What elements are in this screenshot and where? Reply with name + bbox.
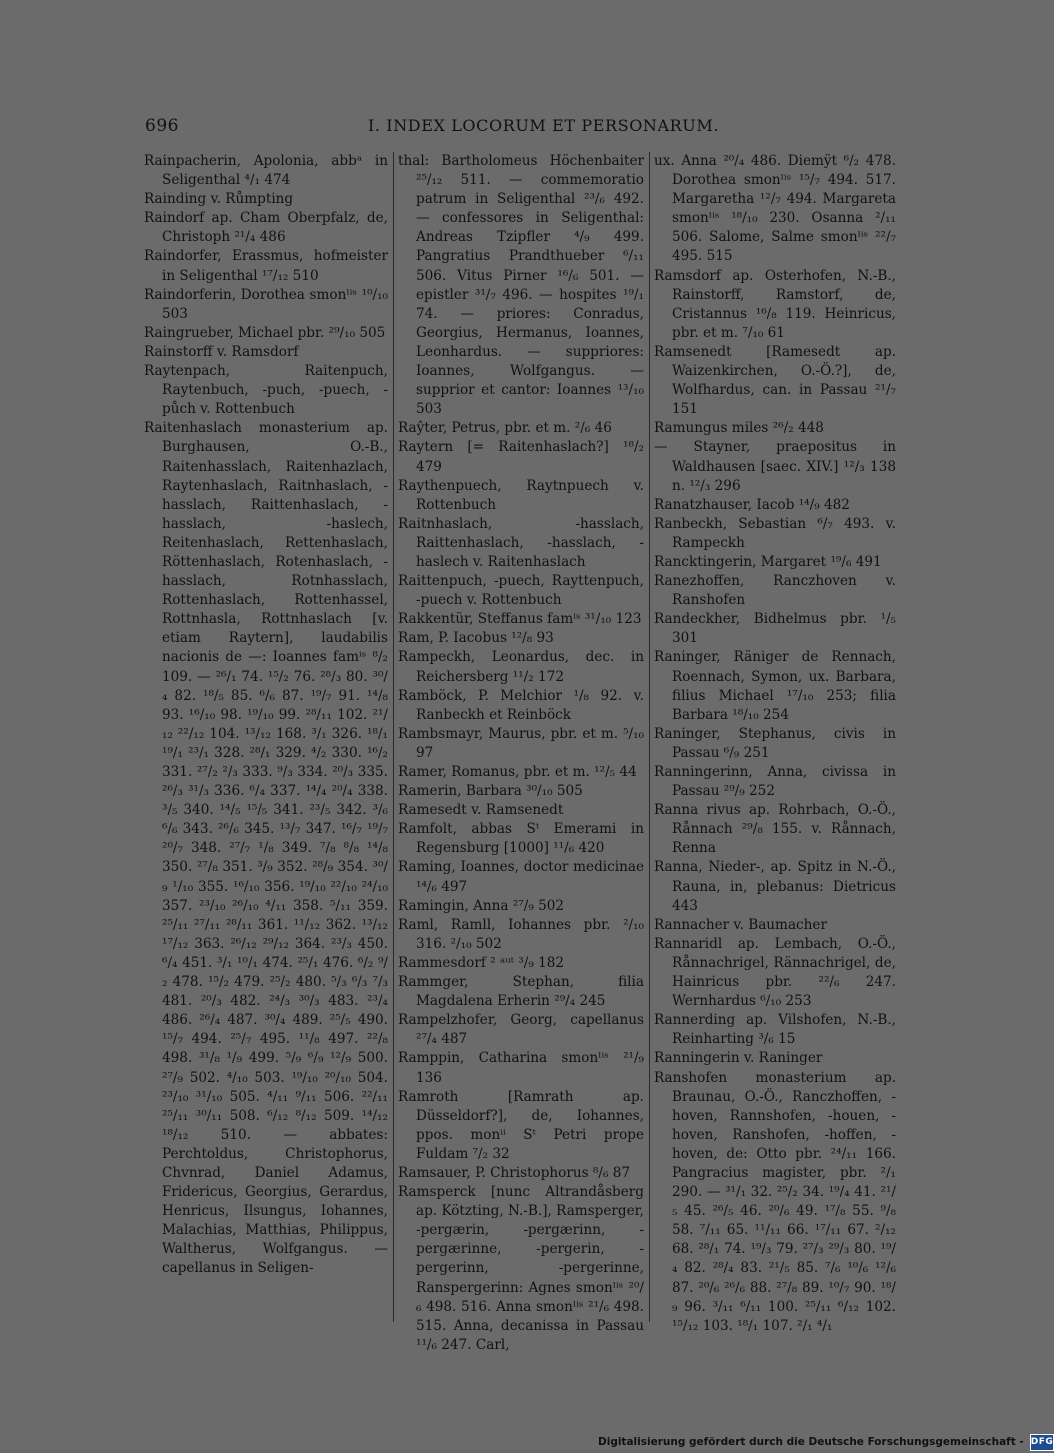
index-entry: Rammger, Stephan, filia Magdalena Erherin ²⁹/₄ 245 (398, 974, 644, 1010)
index-entry: Rammesdorf ² ᵃᵘᵗ ³/₉ 182 (398, 954, 565, 971)
index-column-3 (654, 152, 896, 1336)
index-entry: Rakkentür, Steffanus famⁱˢ ³¹/₁₀ 123 (398, 611, 642, 628)
index-entry: Raythenpuech, Raytnpuech v. Rottenbuch (398, 477, 644, 513)
index-entry: Raml, Ramll, Iohannes pbr. ²/₁₀ 316. ²/₁₀ 502 (398, 916, 644, 952)
index-entry: Ramfolt, abbas Sᵗ Emerami in Regensburg [1000] ¹¹/₆ 420 (398, 821, 644, 857)
index-entry: Ramsperck [nunc Altrandåsberg ap. Kötzting, N.-B.], Ramsperger, -pergærin, -pergærinn, -pergærinne, -pergerin, -pergerinn, -pergerinne, Ranspergerinn: Agnes smonˡⁱˢ ²⁰/₆ 498. 516. Anna smonˡⁱˢ ²¹/₆ 498. 515. Anna, decanissa in Passau ¹¹/₆ 247. Carl, (398, 1184, 644, 1353)
index-entry: Ramingin, Anna ²⁷/₉ 502 (398, 897, 565, 914)
index-entry: — Stayner, praepositus in Waldhausen [saec. XIV.] ¹²/₃ 138 n. ¹²/₃ 296 (654, 439, 896, 494)
index-entry: Ramsdorf ap. Osterhofen, N.-B., Rainstorff, Ramstorf, de, Cristannus ¹⁶/₈ 119. Heinricus, pbr. et m. ⁷/₁₀ 61 (654, 267, 896, 341)
index-entry: Ramroth [Ramrath ap. Düsseldorf?], de, Iohannes, ppos. monⁱⁱ Sᵗ Petri prope Fuldam ⁷/₂ 32 (398, 1088, 644, 1162)
index-entry: Rannaridl ap. Lembach, O.-Ö., Rånnachrigel, Rännachrigel, de, Hainricus pbr. ²²/₆ 247. Wernhardus ⁶/₁₀ 253 (654, 935, 896, 1010)
index-entry: Rainstorff v. Ramsdorf (144, 343, 299, 360)
index-entry: Ranningerin v. Raninger (654, 1050, 823, 1067)
index-entry: Rainding v. Růmpting (144, 191, 294, 208)
index-column-1 (144, 152, 388, 1279)
index-entry: Ramer, Romanus, pbr. et m. ¹²/₅ 44 (398, 764, 637, 780)
index-entry: Ramsauer, P. Christophorus ⁸/₆ 87 (398, 1164, 631, 1181)
index-entry: Raytern [= Raitenhaslach?] ¹⁸/₂ 479 (398, 439, 644, 475)
index-entry: thal: Bartholomeus Höchenbaiter ²⁵/₁₂ 511. — commemoratio patrum in Seligenthal ²³/₆ 492. — confessores in Seligenthal: Andreas Tzipfler ⁴/₉ 499. Pangratius Prandthueber ⁶/₁₁ 506. Vitus Pirner ¹⁶/₆ 501. — epistler ³¹/₇ 496. — hospites ¹⁹/₁ 74. — priores: Conradus, Georgius, Hermanus, Ioannes, Leonhardus. — suppriores: Ioannes, Wolfgangus. — supprior et cantor: Ioannes ¹³/₁₀ 503 (398, 153, 644, 418)
index-entry: Ranatzhauser, Iacob ¹⁴/₉ 482 (654, 496, 850, 513)
index-entry: Ranbeckh, Sebastian ⁶/₇ 493. v. Rampeckh (654, 515, 896, 551)
footer-credit (598, 1432, 1054, 1452)
page-number: 696 (145, 116, 179, 136)
index-entry: Ramungus miles ²⁶/₂ 448 (654, 420, 824, 437)
index-entry: Raittenpuch, -puech, Rayttenpuch, -puech v. Rottenbuch (398, 573, 644, 609)
index-entry: Ramböck, P. Melchior ¹/₈ 92. v. Ranbeckh et Reinböck (398, 687, 644, 723)
index-entry: Raindorf ap. Cham Oberpfalz, de, Christoph ²¹/₄ 486 (144, 210, 388, 246)
index-entry: ux. Anna ²⁰/₄ 486. Diemÿt ⁶/₂ 478. Dorothea smonˡⁱˢ ¹⁵/₇ 494. 517. Margaretha ¹²/₇ 494. Margareta smonˡⁱˢ ¹⁸/₁₀ 230. Osanna ²/₁₁ 506. Salome, Salme smonˡⁱˢ ²²/₇ 495. 515 (654, 153, 896, 265)
index-entry: Rampelzhofer, Georg, capellanus ²⁷/₄ 487 (398, 1012, 644, 1048)
index-entry: Ramsenedt [Ramesedt ap. Waizenkirchen, O.-Ö.?], de, Wolfhardus, can. in Passau ²¹/₇ 151 (654, 343, 896, 418)
index-entry: Ranna, Nieder-, ap. Spitz in N.-Ö., Rauna, in, plebanus: Dietricus 443 (654, 859, 896, 914)
index-entry: Ram, P. Iacobus ¹²/₈ 93 (398, 630, 554, 647)
footer-text: Digitalisierung gefördert durch die Deutsche Forschungsgemeinschaft - (598, 1436, 1024, 1448)
index-entry: Ranningerinn, Anna, civissa in Passau ²⁹/₉ 252 (654, 764, 896, 800)
running-title: I. INDEX LOCORUM ET PERSONARUM. (368, 116, 720, 135)
index-entry: Rannerding ap. Vilshofen, N.-B., Reinharting ³/₆ 15 (654, 1012, 896, 1048)
index-entry: Raming, Ioannes, doctor medicinae ¹⁴/₆ 497 (398, 859, 644, 895)
index-entry: Rancktingerin, Margaret ¹⁹/₆ 491 (654, 553, 882, 570)
index-entry: Raitenhaslach monasterium ap. Burghausen, O.-B., Raitenhasslach, Raitenhazlach, Raytenhaslach, Raitnhaslach, -hasslach, Raittenhaslach, -hasslach, -haslech, Reitenhaslach, Rettenhaslach, Röttenhaslach, Rotenhaslach, -hasslach, Rotnhasslach, Rottenhaslach, Rottenhassel, Rottnhasla, Rottnhaslach [v. etiam Raytern], laudabilis nacionis de —: Ioannes famⁱˢ ⁸/₂ 109. — ²⁶/₁ 74. ¹⁵/₂ 76. ²⁸/₃ 80. ³⁰/₄ 82. ¹⁸/₅ 85. ⁶/₆ 87. ¹⁹/₇ 91. ¹⁴/₈ 93. ¹⁶/₁₀ 98. ¹⁹/₁₀ 99. ²⁸/₁₁ 102. ²¹/₁₂ ²²/₁₂ 104. ¹³/₁₂ 168. ³/₁ 326. ¹⁸/₁ ¹⁹/₁ ²³/₁ 328. ²⁸/₁ 329. ⁴/₂ 330. ¹⁶/₂ 331. ²⁷/₂ ²/₃ 333. ⁹/₃ 334. ²⁰/₃ 335. ²⁶/₃ ³¹/₃ 336. ⁶/₄ 337. ¹⁴/₄ ²⁰/₄ 338. ³/₅ 340. ¹⁴/₅ ¹⁵/₅ 341. ²³/₅ 342. ³/₆ ⁶/₆ 343. ²⁶/₆ 345. ¹³/₇ 347. ¹⁶/₇ ¹⁹/₇ ²⁰/₇ 348. ²⁷/₇ ¹/₈ 349. ⁷/₈ ⁸/₈ ¹⁴/₈ 350. ²⁷/₈ 351. ³/₉ 352. ²⁸/₉ 354. ³⁰/₉ ¹/₁₀ 355. ¹⁶/₁₀ 356. ¹⁹/₁₀ ²²/₁₀ ²⁴/₁₀ 357. ²³/₁₀ ²⁶/₁₀ ⁴/₁₁ 358. ⁵/₁₁ 359. ²⁵/₁₁ ²⁷/₁₁ ²⁸/₁₁ 361. ¹¹/₁₂ 362. ¹³/₁₂ ¹⁷/₁₂ 363. ²⁶/₁₂ ²⁹/₁₂ 364. ²³/₃ 450. ⁶/₄ 451. ³/₁ ¹⁰/₁ 474. ²⁵/₁ 476. ⁶/₂ ⁹/₂ 478. ¹⁵/₂ 479. ²⁵/₂ 480. ⁵/₃ ⁶/₃ ⁷/₃ 481. ²⁰/₃ 482. ²⁴/₃ ³⁰/₃ 483. ²³/₄ 486. ²⁶/₄ 487. ³⁰/₄ 489. ²⁵/₅ 490. ¹⁵/₇ 494. ²⁵/₇ 495. ¹¹/₈ 497. ²²/₈ 498. ³¹/₈ ¹/₉ 499. ⁵/₉ ⁶/₉ ¹²/₉ 500. ²⁷/₉ 502. ⁴/₁₀ 503. ¹⁹/₁₀ ²⁰/₁₀ 504. ²³/₁₀ ³¹/₁₀ 505. ⁴/₁₁ ⁹/₁₁ 506. ²²/₁₁ ²⁵/₁₁ ³⁰/₁₁ 508. ⁶/₁₂ ⁸/₁₂ 509. ¹⁴/₁₂ ¹⁸/₁₂ 510. — abbates: Perchtoldus, Christophorus, Chvnrad, Daniel Adamus, Fridericus, Georgius, Gerardus, Henricus, Ilsungus, Iohannes, Malachias, Matthias, Philippus, Waltherus, Wolfgangus. — capellanus in Seligen- (144, 420, 388, 1277)
index-entry: Rainpacherin, Apolonia, abbᵃ in Seligenthal ⁴/₁ 474 (144, 153, 388, 189)
index-entry: Rannacher v. Baumacher (654, 916, 827, 933)
index-entry: Ramerin, Barbara ³⁰/₁₀ 505 (398, 783, 583, 800)
index-entry: Ranshofen monasterium ap. Braunau, O.-Ö., Ranczhoffen, -hoven, Rannshofen, -houen, -hoven, Ranshofen, -hoffen, -hoven, de: Otto pbr. ²⁴/₁₁ 166. Pangracius magister, pbr. ²/₁ 290. — ³¹/₁ 32. ²⁵/₂ 34. ¹⁹/₄ 41. ²¹/₅ 45. ²⁶/₅ 46. ²⁰/₆ 49. ¹⁷/₈ 55. ⁹/₈ 58. ⁷/₁₁ 65. ¹¹/₁₁ 66. ¹⁷/₁₁ 67. ²/₁₂ 68. ²⁸/₁ 74. ¹⁹/₃ 79. ²⁷/₃ ²⁹/₃ 80. ¹⁹/₄ 82. ²⁸/₄ 83. ²¹/₅ 85. ⁷/₆ ¹⁰/₆ ¹²/₆ 87. ²⁰/₆ ²⁶/₆ 88. ²⁷/₈ 89. ¹⁰/₇ 90. ¹⁸/₉ 96. ³/₁₁ ⁶/₁₁ 100. ²⁵/₁₁ ⁶/₁₂ 102. ¹⁵/₁₂ 103. ¹⁸/₁ 107. ²/₁ ⁴/₁ (654, 1069, 896, 1334)
index-entry: Randeckher, Bidhelmus pbr. ¹/₅ 301 (654, 611, 896, 647)
index-column-2 (398, 152, 644, 1355)
column-divider (393, 152, 394, 1322)
index-entry: Raindorfer, Erassmus, hofmeister in Seligenthal ¹⁷/₁₂ 510 (144, 248, 388, 284)
index-entry: Ranna rivus ap. Rohrbach, O.-Ö., Rånnach ²⁹/₈ 155. v. Rånnach, Renna (654, 802, 896, 857)
index-entry: Raitnhaslach, -hasslach, Raittenhaslach, -hasslach, -haslech v. Raitenhaslach (398, 515, 644, 570)
index-entry: Rambsmayr, Maurus, pbr. et m. ⁵/₁₀ 97 (398, 725, 644, 761)
index-entry: Raŷter, Petrus, pbr. et m. ²/₆ 46 (398, 420, 612, 437)
index-entry: Raindorferin, Dorothea smonˡⁱˢ ¹⁰/₁₀ 503 (144, 286, 388, 322)
dfg-logo: DFG (1030, 1434, 1054, 1451)
index-entry: Ranezhoffen, Ranczhoven v. Ranshofen (654, 573, 896, 609)
index-entry: Raninger, Stephanus, civis in Passau ⁶/₉ 251 (654, 725, 896, 761)
index-entry: Raingrueber, Michael pbr. ²⁹/₁₀ 505 (144, 324, 386, 341)
index-entry: Rampeckh, Leonardus, dec. in Reichersberg ¹¹/₂ 172 (398, 649, 644, 685)
index-entry: Ramesedt v. Ramsenedt (398, 802, 564, 819)
index-entry: Ramppin, Catharina smonˡⁱˢ ²¹/₉ 136 (398, 1050, 644, 1086)
page-header (140, 112, 865, 140)
index-entry: Raytenpach, Raitenpuch, Raytenbuch, -puch, -puech, -půch v. Rottenbuch (144, 363, 388, 418)
column-divider (649, 152, 650, 1322)
index-entry: Raninger, Räniger de Rennach, Roennach, Symon, ux. Barbara, filius Michael ¹⁷/₁₀ 253; filia Barbara ¹⁸/₁₀ 254 (654, 649, 896, 723)
